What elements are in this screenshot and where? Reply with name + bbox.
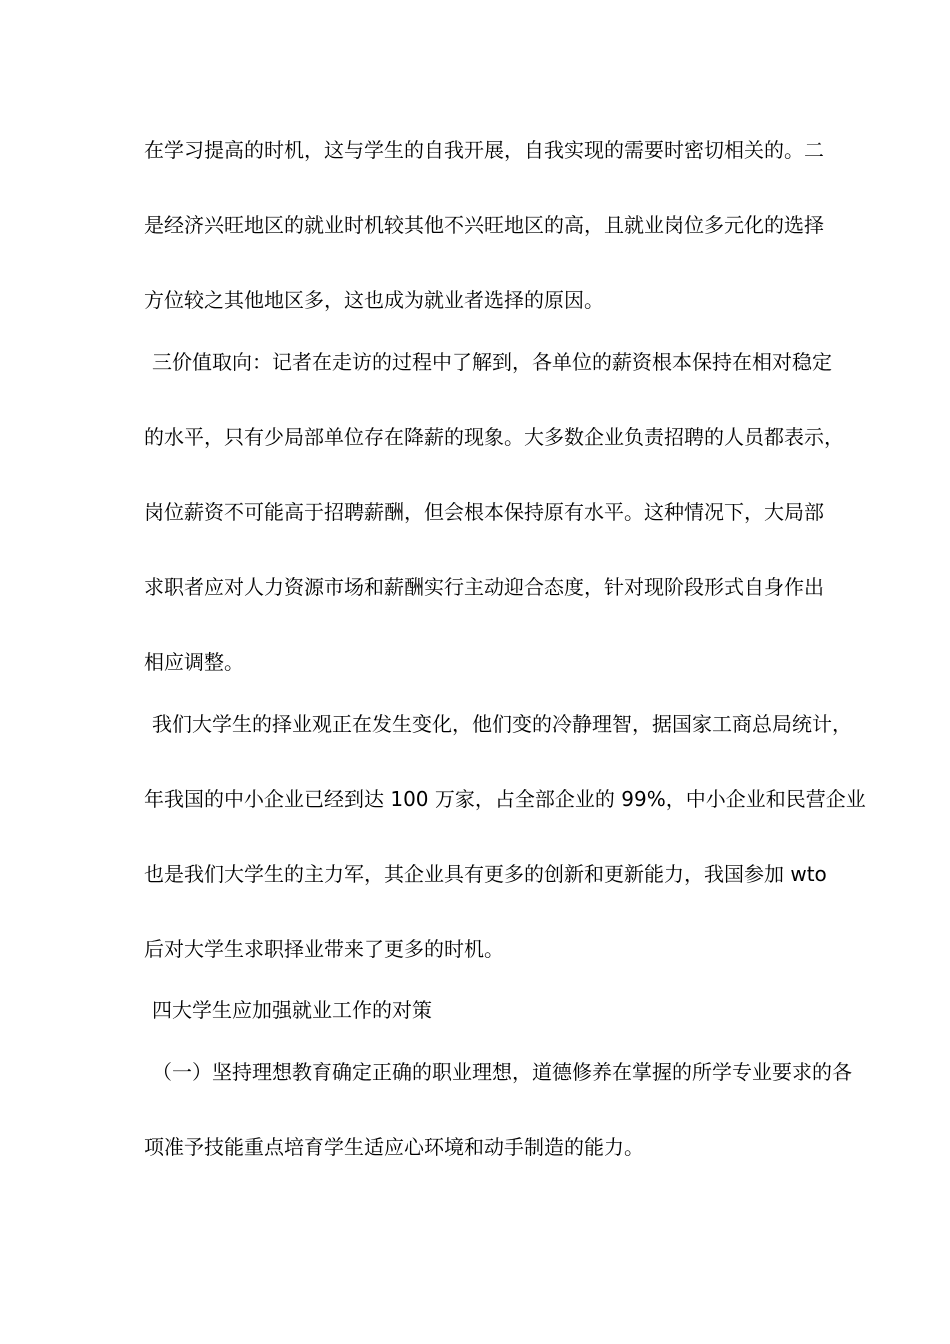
paragraph-line: 后对大学生求职择业带来了更多的时机。 — [144, 937, 504, 961]
paragraph-line: 也是我们大学生的主力军，其企业具有更多的创新和更新能力，我国参加 wto — [144, 862, 827, 886]
paragraph-line: 我们大学生的择业观正在发生变化，他们变的冷静理智，据国家工商总局统计， — [152, 712, 852, 736]
paragraph-line: 年我国的中小企业已经到达 100 万家，占全部企业的 99%，中小企业和民营企业 — [144, 787, 866, 811]
paragraph-line: 项准予技能重点培育学生适应心环境和动手制造的能力。 — [144, 1135, 644, 1159]
paragraph-line: （一）坚持理想教育确定正确的职业理想，道德修养在掌握的所学专业要求的各 — [152, 1060, 852, 1084]
paragraph-line: 方位较之其他地区多，这也成为就业者选择的原因。 — [144, 288, 604, 312]
section-heading: 四大学生应加强就业工作的对策 — [152, 998, 432, 1022]
paragraph-line: 求职者应对人力资源市场和薪酬实行主动迎合态度，针对现阶段形式自身作出 — [144, 575, 824, 599]
paragraph-line: 三价值取向：记者在走访的过程中了解到，各单位的薪资根本保持在相对稳定 — [152, 350, 832, 374]
paragraph-line: 的水平，只有少局部单位存在降薪的现象。大多数企业负责招聘的人员都表示， — [144, 425, 844, 449]
paragraph-line: 岗位薪资不可能高于招聘薪酬，但会根本保持原有水平。这种情况下，大局部 — [144, 500, 824, 524]
paragraph-line: 是经济兴旺地区的就业时机较其他不兴旺地区的高，且就业岗位多元化的选择 — [144, 213, 824, 237]
paragraph-line: 相应调整。 — [144, 650, 244, 674]
paragraph-line: 在学习提高的时机，这与学生的自我开展，自我实现的需要时密切相关的。二 — [144, 138, 824, 162]
